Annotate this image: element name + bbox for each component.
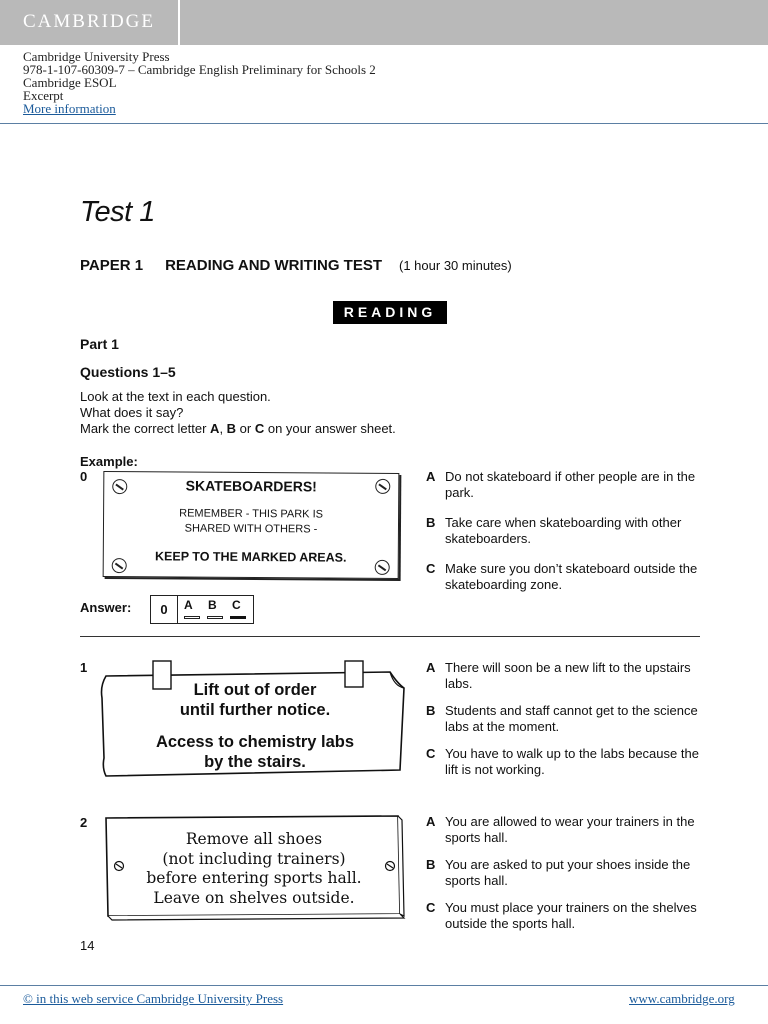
header-rule [0, 123, 768, 124]
example-label: Example: [80, 454, 138, 469]
publisher-text: Cambridge University Press [23, 49, 170, 64]
cambridge-website-link[interactable]: www.cambridge.org [629, 991, 735, 1006]
instruction-line-2: What does it say? [80, 405, 184, 420]
question-1-number: 1 [80, 660, 88, 675]
more-information-link[interactable]: More information [23, 101, 116, 116]
sign-line: (not including trainers) [162, 849, 346, 868]
paper-duration: (1 hour 30 minutes) [399, 258, 512, 273]
banner-divider [178, 0, 180, 45]
part-title: Part 1 [80, 336, 119, 352]
paper-name: READING AND WRITING TEST [165, 257, 383, 274]
org-text: Cambridge ESOL [23, 75, 117, 90]
answer-grid [150, 595, 254, 624]
footer-rule [0, 985, 768, 986]
answer-letter-a: A [184, 598, 193, 612]
section-rule [80, 636, 700, 637]
sign-line: Remove all shoes [185, 830, 323, 848]
paper-label: PAPER 1 [80, 257, 144, 274]
isbn-line: 978-1-107-60309-7 – Cambridge English Preliminary for Schools 2 [23, 62, 376, 77]
sign-line-2: SHARED WITH OTHERS - [184, 522, 318, 536]
sign-line-1: REMEMBER - THIS PARK IS [179, 507, 324, 521]
sign-line: Access to chemistry labs [155, 733, 355, 751]
answer-mark-c-filled [230, 616, 246, 619]
answer-number: 0 [151, 596, 178, 623]
sign-line: before entering sports hall. [146, 869, 362, 887]
copyright-link[interactable]: © in this web service Cambridge University Press [23, 991, 284, 1006]
answer-mark-b [207, 616, 223, 619]
skateboard-sign [103, 471, 400, 579]
lift-notice-text [102, 680, 408, 772]
sign-title: SKATEBOARDERS! [185, 477, 317, 495]
sign-footer: KEEP TO THE MARKED AREAS. [154, 549, 347, 565]
excerpt-text: Excerpt [23, 88, 64, 103]
page-number: 14 [80, 938, 95, 953]
paper-heading [80, 257, 512, 274]
answer-label: Answer: [80, 600, 132, 615]
sign-line: until further notice. [179, 701, 331, 719]
sign-line: Lift out of order [193, 681, 317, 699]
sign-line: by the stairs. [204, 753, 306, 771]
shoes-notice-text [110, 830, 398, 908]
answer-mark-a [184, 616, 200, 619]
answer-letter-c: C [232, 598, 241, 612]
test-title: Test 1 [80, 196, 155, 228]
sign-line: Leave on shelves outside. [153, 888, 355, 907]
instruction-line-1: Look at the text in each question. [80, 389, 271, 404]
example-number: 0 [80, 469, 88, 484]
section-badge: READING [333, 301, 447, 324]
questions-title: Questions 1–5 [80, 364, 176, 380]
cambridge-logo: CAMBRIDGE [23, 11, 156, 32]
answer-letter-b: B [208, 598, 217, 612]
question-2-number: 2 [80, 815, 88, 830]
instruction-line-3: Mark the correct letter A, B or C on your answer sheet. [80, 421, 396, 436]
